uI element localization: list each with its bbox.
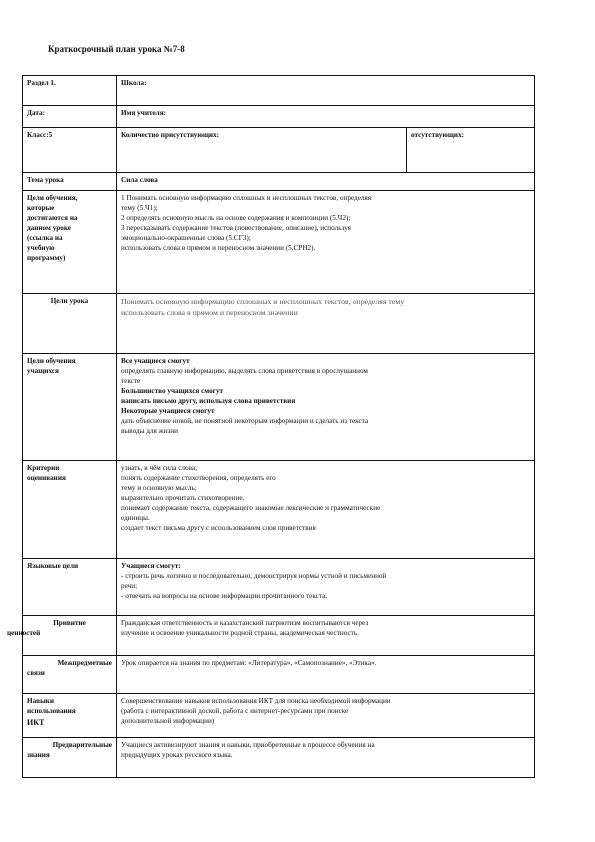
yazykovye-label: Языковые цели [23, 559, 117, 616]
row-kriterii [23, 461, 535, 559]
label-line: Критерии [27, 464, 60, 472]
text-line: использовать слова в прямом и переносном значении (5.СРН2). [121, 243, 316, 252]
text-line: понимает содержание текста, содержащего знакомые лексические и грамматические [121, 503, 381, 512]
celi-program-value [117, 191, 535, 294]
row-ikt [23, 694, 535, 738]
text-line: речи; [121, 581, 138, 590]
text-line: Понимать основную информацию сплошных и несплошных текстов, определяя тему [121, 297, 405, 306]
text-line: 3 пересказывать содержание текстов (повествование, описание), используя [121, 223, 351, 232]
privitie-value [117, 616, 535, 656]
text-line: создает текст письма другу с использованием слов приветствия [121, 523, 316, 532]
row-privitie [23, 616, 535, 656]
mezhpred-value: Урок опирается на знания по предметам: «Литература», «Самопознание», «Этика». [117, 656, 535, 694]
label-line: Привитие [53, 619, 86, 627]
date-label: Дата: [23, 106, 117, 128]
predvar-label [23, 738, 117, 778]
label-line: Навыки [27, 697, 54, 705]
text-line: тему (5.Ч1); [121, 203, 158, 212]
absent-count-field: отсутствующих: [407, 128, 535, 173]
celi-uroka-value [117, 294, 535, 354]
row-celi-program [23, 191, 535, 294]
text-line: дать объяснение новой, не понятной некоторым информации и сделать из текста [121, 416, 369, 425]
text-line: Все учащиеся смогут [121, 357, 190, 365]
label-line: учащихся [27, 366, 59, 375]
present-count-field: Количество присутствующих: [117, 128, 407, 173]
text-line: определять главную информацию, выделять слова приветствия в прослушанном [121, 366, 368, 375]
label-line: ценностей [7, 628, 41, 637]
teacher-name-field: Имя учителя: [117, 106, 535, 128]
label-line: использования [27, 706, 76, 715]
class-label: Класс:5 [23, 128, 117, 173]
celi-obucheniya-value [117, 354, 535, 461]
text-line: Некоторые учащиеся смогут [121, 406, 215, 415]
ikt-value [117, 694, 535, 738]
text-line: Большинство учащихся смогут [121, 386, 224, 395]
ikt-label [23, 694, 117, 738]
text-line: использовать слова в прямом и переносном значении [121, 307, 298, 317]
celi-uroka-label: Цели урока [23, 294, 117, 354]
text-line: выразительно прочитать стихотворение. [121, 493, 245, 502]
text-line: Учащиеся смогут: [121, 562, 181, 570]
label-line: Предварительные [52, 741, 112, 749]
label-line: программу) [27, 253, 66, 262]
tema-label: Тема урока [23, 173, 117, 191]
text-line: 1 Понимать основную информацию сплошных и несплошных текстов, определяя [121, 194, 372, 202]
text-line: (работа с интерактивной доской, работа с интернет-ресурсами при поиске [121, 706, 349, 715]
row-celi-uroka [23, 294, 535, 354]
label-line: Цели обучения [27, 357, 76, 365]
page-title: Краткосрочный план урока №7-8 [48, 44, 185, 54]
kriterii-value [117, 461, 535, 559]
text-line: - отвечать на вопросы на основе информации прочитанного текста. [121, 591, 328, 600]
row-celi-obucheniya [23, 354, 535, 461]
celi-program-label [23, 191, 117, 294]
text-line: единицы. [121, 513, 150, 522]
text-line: дополнительной информации) [121, 716, 215, 725]
row-yazykovye [23, 559, 535, 616]
label-line: (ссылка на [27, 233, 63, 242]
tema-value: Сила слова [117, 173, 535, 191]
text-line: изучение и освоение уникальности родной страны, академическая честность. [121, 628, 359, 637]
celi-obucheniya-label [23, 354, 117, 461]
yazykovye-value [117, 559, 535, 616]
label-line: которые [27, 203, 55, 212]
text-line: выводы для жизни [121, 426, 178, 435]
row-razdel [23, 76, 535, 106]
text-line: тексте [121, 376, 141, 385]
label-line: ИКТ [27, 717, 45, 727]
text-line: эмоционально-окрашенные слова (5.СГ3); [121, 233, 251, 242]
row-class [23, 128, 535, 173]
razdel-label: Раздел 1. [23, 76, 117, 106]
text-line: Учащиеся активизируют знания и навыки, приобретенные в процессе обучения на [121, 741, 375, 749]
kriterii-label [23, 461, 117, 559]
text-line: Совершенствование навыков использования ИКТ для поиска необходимой информации [121, 697, 391, 705]
text-line: 2 определять основную мысль на основе содержания и композиции (5.Ч2); [121, 213, 351, 222]
label-line: знания [27, 750, 50, 759]
label-line: оценивания [27, 473, 66, 482]
row-data [23, 106, 535, 128]
label-line: связи [27, 668, 45, 677]
predvar-value [117, 738, 535, 778]
label-line: Цели обучения, [27, 194, 78, 202]
label-line: данном уроке [27, 223, 71, 232]
row-tema [23, 173, 535, 191]
label-line: достигаются на [27, 213, 78, 222]
school-field: Школа: [117, 76, 535, 106]
mezhpred-label [23, 656, 117, 694]
text-line: понять содержание стихотворения, определять его [121, 473, 276, 482]
label-line: Межпредметные [57, 659, 112, 667]
lesson-plan-table [7, 75, 535, 778]
text-line: тему и основную мысль; [121, 483, 197, 492]
text-line: предыдущих уроках русского языка. [121, 750, 233, 759]
text-line: - строить речь логично и последовательно, демонстрируя нормы устной и письменной [121, 571, 387, 580]
row-mezhpred [23, 656, 535, 694]
label-line: учебную [27, 243, 55, 252]
text-line: написать письмо другу, используя слова приветствия [121, 396, 296, 405]
privitie-label [7, 616, 117, 656]
text-line: Гражданская ответственность и казахстанский патриотизм воспитываются через [121, 619, 369, 627]
row-predvar [23, 738, 535, 778]
text-line: узнать, в чём сила слова; [121, 464, 198, 472]
